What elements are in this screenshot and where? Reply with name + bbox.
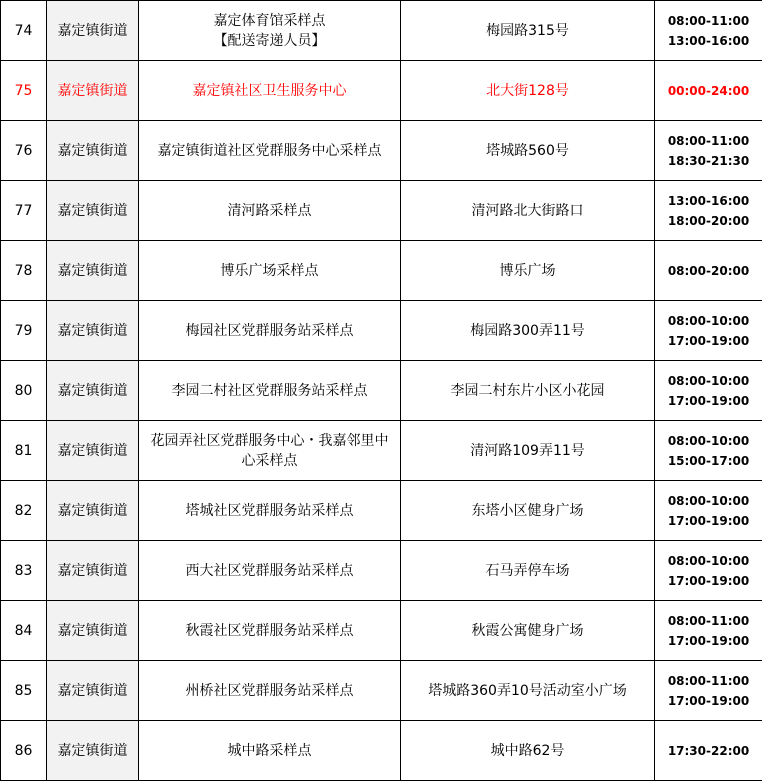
site-name-line: 梅园社区党群服务站采样点 [185,322,354,339]
address-cell: 城中路62号 [401,721,655,781]
address-cell: 秋霞公寓健身广场 [401,601,655,661]
site-name-line: 清河路采样点 [227,202,312,219]
district-cell: 嘉定镇街道 [47,481,139,541]
site-name-cell [139,661,401,721]
table-row [1,121,762,181]
row-number: 80 [1,361,47,421]
row-number: 82 [1,481,47,541]
address-cell: 北大街128号 [401,61,655,121]
district-cell: 嘉定镇街道 [47,541,139,601]
site-name-line: 心采样点 [241,452,298,469]
district-cell: 嘉定镇街道 [47,601,139,661]
time-range: 08:00-10:00 [667,553,750,568]
address-cell: 博乐广场 [401,241,655,301]
time-range: 13:00-16:00 [667,33,750,48]
time-range: 17:00-19:00 [667,513,750,528]
hours-cell [655,541,762,601]
site-name-line: 花园弄社区党群服务中心・我嘉邻里中 [150,432,389,449]
time-range: 17:00-19:00 [667,693,750,708]
hours-cell [655,721,762,781]
site-name-cell [139,601,401,661]
hours-cell [655,301,762,361]
hours-cell [655,661,762,721]
address-cell: 塔城路560号 [401,121,655,181]
site-name-cell [139,1,401,61]
site-name-line: 城中路采样点 [227,742,312,759]
address-cell: 东塔小区健身广场 [401,481,655,541]
district-cell: 嘉定镇街道 [47,181,139,241]
site-name-line: 嘉定镇街道社区党群服务中心采样点 [157,142,382,159]
site-name-line: 秋霞社区党群服务站采样点 [185,622,354,639]
table-row [1,241,762,301]
row-number: 84 [1,601,47,661]
time-range: 08:00-10:00 [667,493,750,508]
site-name-line: 州桥社区党群服务站采样点 [185,682,354,699]
site-name-cell [139,61,401,121]
site-name-cell [139,421,401,481]
district-cell: 嘉定镇街道 [47,661,139,721]
address-cell: 李园二村东片小区小花园 [401,361,655,421]
site-name-cell [139,361,401,421]
time-range: 18:00-20:00 [667,213,750,228]
row-number: 79 [1,301,47,361]
site-name-cell [139,301,401,361]
table-row [1,541,762,601]
district-cell: 嘉定镇街道 [47,241,139,301]
row-number: 86 [1,721,47,781]
time-range: 13:00-16:00 [667,193,750,208]
site-name-cell [139,121,401,181]
table-body [1,1,762,781]
site-name-cell [139,181,401,241]
row-number: 83 [1,541,47,601]
table-row [1,61,762,121]
table-row [1,721,762,781]
row-number: 74 [1,1,47,61]
row-number: 81 [1,421,47,481]
district-cell: 嘉定镇街道 [47,721,139,781]
table-row [1,601,762,661]
site-name-cell [139,721,401,781]
hours-cell [655,601,762,661]
site-name-line: 李园二村社区党群服务站采样点 [171,382,368,399]
site-name-cell [139,241,401,301]
time-range: 17:00-19:00 [667,573,750,588]
site-name-line: 塔城社区党群服务站采样点 [185,502,354,519]
time-range: 17:00-19:00 [667,633,750,648]
hours-cell [655,121,762,181]
time-range: 08:00-20:00 [667,263,750,278]
district-cell: 嘉定镇街道 [47,61,139,121]
address-cell: 石马弄停车场 [401,541,655,601]
time-range: 17:30-22:00 [667,743,750,758]
site-name-line: 嘉定体育馆采样点 [213,12,326,29]
address-cell: 清河路109弄11号 [401,421,655,481]
site-name-line: 嘉定镇社区卫生服务中心 [192,82,347,99]
address-cell: 清河路北大街路口 [401,181,655,241]
hours-cell [655,421,762,481]
row-number: 78 [1,241,47,301]
site-name-line: 西大社区党群服务站采样点 [185,562,354,579]
table-row [1,481,762,541]
time-range: 08:00-11:00 [667,613,750,628]
row-number: 85 [1,661,47,721]
row-number: 76 [1,121,47,181]
district-cell: 嘉定镇街道 [47,121,139,181]
time-range: 15:00-17:00 [667,453,750,468]
address-cell: 梅园路300弄11号 [401,301,655,361]
table-row [1,421,762,481]
time-range: 08:00-11:00 [667,673,750,688]
address-cell: 梅园路315号 [401,1,655,61]
site-name-line: 【配送寄递人员】 [213,32,326,49]
site-name-cell [139,481,401,541]
district-cell: 嘉定镇街道 [47,361,139,421]
table-row [1,661,762,721]
time-range: 08:00-11:00 [667,133,750,148]
hours-cell [655,61,762,121]
table-row [1,181,762,241]
table-row [1,1,762,61]
table-row [1,361,762,421]
district-cell: 嘉定镇街道 [47,301,139,361]
time-range: 08:00-11:00 [667,13,750,28]
time-range: 17:00-19:00 [667,333,750,348]
row-number: 75 [1,61,47,121]
table-row [1,301,762,361]
site-name-line: 博乐广场采样点 [220,262,319,279]
hours-cell [655,1,762,61]
time-range: 08:00-10:00 [667,433,750,448]
hours-cell [655,181,762,241]
district-cell: 嘉定镇街道 [47,1,139,61]
time-range: 08:00-10:00 [667,373,750,388]
time-range: 17:00-19:00 [667,393,750,408]
hours-cell [655,481,762,541]
time-range: 08:00-10:00 [667,313,750,328]
row-number: 77 [1,181,47,241]
district-cell: 嘉定镇街道 [47,421,139,481]
time-range: 00:00-24:00 [667,83,750,98]
time-range: 18:30-21:30 [667,153,750,168]
hours-cell [655,241,762,301]
site-name-cell [139,541,401,601]
hours-cell [655,361,762,421]
address-cell: 塔城路360弄10号活动室小广场 [401,661,655,721]
